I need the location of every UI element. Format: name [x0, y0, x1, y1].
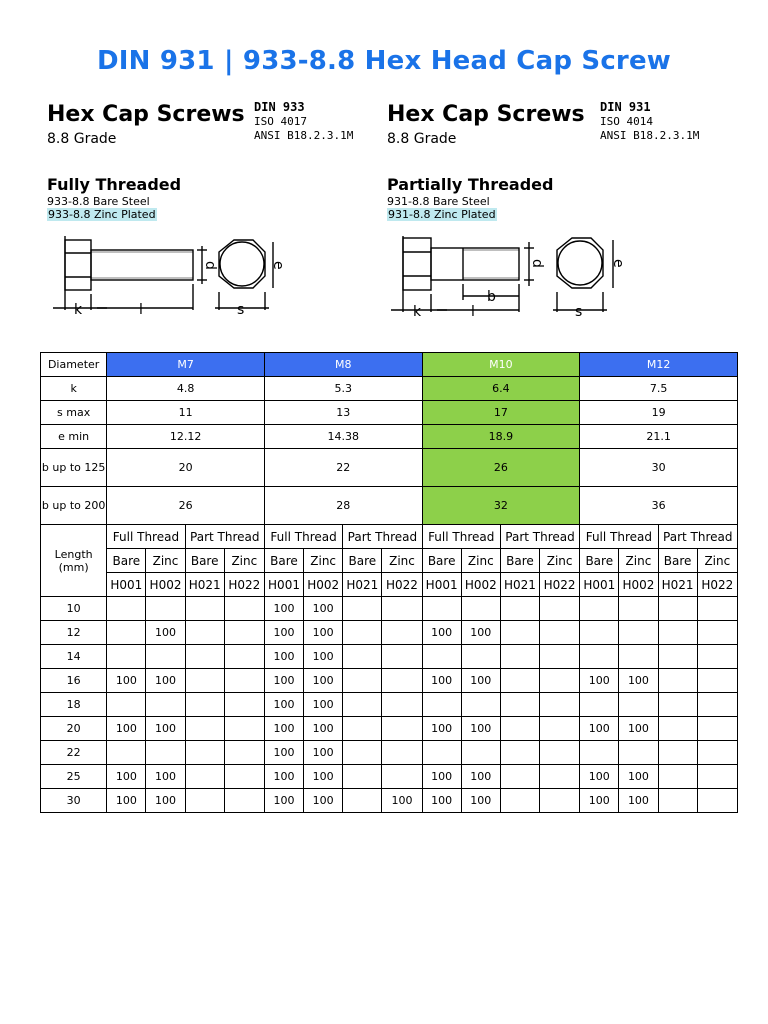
- pack-quantity: [343, 597, 382, 621]
- part-code: H001: [422, 573, 461, 597]
- finish-header: Bare: [107, 549, 146, 573]
- pack-quantity: [540, 717, 580, 741]
- pack-quantity: [185, 645, 224, 669]
- pack-quantity: [500, 765, 539, 789]
- dimension-value: 17: [422, 401, 580, 425]
- panel-grade: 8.8 Grade: [47, 131, 117, 147]
- pack-quantity: [382, 669, 422, 693]
- length-row: [41, 597, 738, 621]
- dimension-value: 22: [264, 449, 422, 487]
- dimension-label: b up to 200: [41, 487, 107, 525]
- standard-ansi: ANSI B18.2.3.1M: [254, 129, 354, 142]
- part-code: H001: [580, 573, 619, 597]
- length-value: 10: [41, 597, 107, 621]
- part-code: H022: [224, 573, 264, 597]
- pack-quantity: 100: [107, 789, 146, 813]
- pack-quantity: 100: [580, 717, 619, 741]
- dim-label-k: k: [413, 304, 422, 318]
- pack-quantity: [500, 645, 539, 669]
- length-row: [41, 621, 738, 645]
- pack-quantity: [697, 597, 737, 621]
- dimension-value: 20: [107, 449, 265, 487]
- pack-quantity: [500, 741, 539, 765]
- dimension-value: 32: [422, 487, 580, 525]
- pack-quantity: 100: [580, 789, 619, 813]
- finish-header: Zinc: [619, 549, 658, 573]
- pack-quantity: [343, 789, 382, 813]
- pack-quantity: [382, 597, 422, 621]
- pack-quantity: [500, 789, 539, 813]
- part-code: H002: [619, 573, 658, 597]
- dimension-row: [41, 425, 738, 449]
- pack-quantity: 100: [422, 669, 461, 693]
- pack-quantity: [224, 597, 264, 621]
- finish-header: Zinc: [304, 549, 343, 573]
- pack-quantity: 100: [146, 621, 185, 645]
- dim-label-d: d: [529, 259, 545, 268]
- dimension-row: [41, 377, 738, 401]
- pack-quantity: [658, 741, 697, 765]
- pack-quantity: [224, 789, 264, 813]
- standards-list: [254, 100, 353, 143]
- pack-quantity: 100: [264, 621, 303, 645]
- part-code: H021: [185, 573, 224, 597]
- pack-quantity: [461, 645, 500, 669]
- dimension-value: 11: [107, 401, 265, 425]
- standard-din: DIN 933: [254, 100, 305, 114]
- part-code: H022: [540, 573, 580, 597]
- pack-quantity: [107, 621, 146, 645]
- pack-quantity: [580, 597, 619, 621]
- thread-type-header: Full Thread: [580, 525, 658, 549]
- pack-quantity: 100: [264, 717, 303, 741]
- length-value: 16: [41, 669, 107, 693]
- panel-title: Hex Cap Screws: [47, 102, 245, 127]
- dimension-value: 12.12: [107, 425, 265, 449]
- finish-zinc: 931-8.8 Zinc Plated: [388, 208, 496, 221]
- pack-quantity: [185, 717, 224, 741]
- pack-quantity: [343, 669, 382, 693]
- dimension-value: 26: [107, 487, 265, 525]
- pack-quantity: [619, 693, 658, 717]
- dim-label-e: e: [610, 259, 626, 268]
- pack-quantity: [500, 669, 539, 693]
- length-value: 30: [41, 789, 107, 813]
- pack-quantity: [146, 741, 185, 765]
- dim-label-d: d: [202, 261, 218, 270]
- pack-quantity: 100: [461, 621, 500, 645]
- finish-header: Zinc: [146, 549, 185, 573]
- panel-title: Hex Cap Screws: [387, 102, 585, 127]
- finish-bare: 931-8.8 Bare Steel: [387, 195, 490, 208]
- pack-quantity: [658, 717, 697, 741]
- pack-quantity: [500, 717, 539, 741]
- pack-quantity: 100: [422, 765, 461, 789]
- length-row: [41, 693, 738, 717]
- length-label: Length (mm): [41, 525, 107, 597]
- pack-quantity: 100: [304, 621, 343, 645]
- pack-quantity: [343, 765, 382, 789]
- pack-quantity: [185, 621, 224, 645]
- dimension-label: b up to 125: [41, 449, 107, 487]
- length-value: 14: [41, 645, 107, 669]
- dimension-value: 6.4: [422, 377, 580, 401]
- dimension-value: 5.3: [264, 377, 422, 401]
- thread-type-header: Full Thread: [422, 525, 500, 549]
- pack-quantity: [343, 621, 382, 645]
- pack-quantity: [697, 789, 737, 813]
- pack-quantity: [540, 741, 580, 765]
- dim-label-s: s: [575, 304, 583, 318]
- thread-type-header: Part Thread: [500, 525, 579, 549]
- pack-quantity: [185, 741, 224, 765]
- pack-quantity: 100: [304, 717, 343, 741]
- length-row: [41, 645, 738, 669]
- pack-quantity: 100: [146, 789, 185, 813]
- panel-grade: 8.8 Grade: [387, 131, 457, 147]
- length-value: 25: [41, 765, 107, 789]
- pack-quantity: [658, 693, 697, 717]
- thread-type-row: [41, 525, 738, 549]
- finish-zinc: 933-8.8 Zinc Plated: [48, 208, 156, 221]
- pack-quantity: 100: [264, 765, 303, 789]
- pack-quantity: [658, 621, 697, 645]
- pack-quantity: [382, 765, 422, 789]
- pack-quantity: 100: [422, 717, 461, 741]
- pack-quantity: [658, 789, 697, 813]
- dimension-row: [41, 487, 738, 525]
- standards-list: [600, 100, 699, 143]
- pack-quantity: [580, 741, 619, 765]
- pack-quantity: [422, 597, 461, 621]
- pack-quantity: [343, 717, 382, 741]
- thread-type-header: Part Thread: [343, 525, 422, 549]
- pack-quantity: [500, 621, 539, 645]
- standard-iso: ISO 4017: [254, 115, 307, 128]
- pack-quantity: [540, 765, 580, 789]
- finish-header: Bare: [658, 549, 697, 573]
- pack-quantity: 100: [461, 669, 500, 693]
- pack-quantity: [619, 621, 658, 645]
- pack-quantity: 100: [580, 669, 619, 693]
- pack-quantity: [185, 597, 224, 621]
- pack-quantity: 100: [304, 669, 343, 693]
- dim-label-b: b: [487, 289, 496, 305]
- finish-header: Bare: [500, 549, 539, 573]
- pack-quantity: 100: [461, 717, 500, 741]
- dimension-row: [41, 401, 738, 425]
- diameter-header-row: [41, 353, 738, 377]
- size-header-m12: M12: [580, 353, 738, 377]
- pack-quantity: 100: [264, 645, 303, 669]
- length-value: 20: [41, 717, 107, 741]
- pack-quantity: [658, 669, 697, 693]
- dimension-value: 30: [580, 449, 738, 487]
- pack-quantity: 100: [461, 765, 500, 789]
- pack-quantity: [540, 669, 580, 693]
- dimension-value: 19: [580, 401, 738, 425]
- dimension-value: 28: [264, 487, 422, 525]
- pack-quantity: 100: [146, 669, 185, 693]
- pack-quantity: [146, 693, 185, 717]
- pack-quantity: [697, 741, 737, 765]
- pack-quantity: 100: [107, 669, 146, 693]
- size-header-m7: M7: [107, 353, 265, 377]
- part-code-row: [41, 573, 738, 597]
- pack-quantity: [224, 693, 264, 717]
- pack-quantity: [540, 789, 580, 813]
- pack-quantity: [224, 621, 264, 645]
- pack-quantity: 100: [107, 765, 146, 789]
- pack-quantity: [107, 597, 146, 621]
- dimension-value: 26: [422, 449, 580, 487]
- finish-header: Bare: [185, 549, 224, 573]
- part-code: H002: [461, 573, 500, 597]
- pack-quantity: 100: [619, 669, 658, 693]
- pack-quantity: 100: [304, 765, 343, 789]
- thread-type: Partially Threaded: [387, 175, 554, 194]
- pack-quantity: 100: [382, 789, 422, 813]
- pack-quantity: [185, 693, 224, 717]
- pack-quantity: [224, 717, 264, 741]
- pack-quantity: [461, 693, 500, 717]
- fully-threaded-bolt-drawing: [47, 228, 307, 318]
- pack-quantity: [382, 693, 422, 717]
- pack-quantity: [461, 741, 500, 765]
- pack-quantity: 100: [304, 597, 343, 621]
- pack-quantity: 100: [264, 693, 303, 717]
- dimension-value: 4.8: [107, 377, 265, 401]
- thread-type-header: Full Thread: [107, 525, 185, 549]
- dimension-value: 36: [580, 487, 738, 525]
- pack-quantity: [697, 717, 737, 741]
- pack-quantity: [540, 597, 580, 621]
- pack-quantity: 100: [304, 789, 343, 813]
- dimension-value: 14.38: [264, 425, 422, 449]
- pack-quantity: 100: [304, 693, 343, 717]
- pack-quantity: [185, 789, 224, 813]
- length-row: [41, 789, 738, 813]
- pack-quantity: [580, 693, 619, 717]
- pack-quantity: [107, 741, 146, 765]
- pack-quantity: 100: [264, 669, 303, 693]
- dimension-label: k: [41, 377, 107, 401]
- thread-type-header: Full Thread: [264, 525, 342, 549]
- pack-quantity: [343, 645, 382, 669]
- pack-quantity: [697, 765, 737, 789]
- length-row: [41, 765, 738, 789]
- part-code: H002: [304, 573, 343, 597]
- pack-quantity: [146, 597, 185, 621]
- cap-screw-spec-table: [40, 352, 738, 813]
- thread-type: Fully Threaded: [47, 175, 182, 194]
- pack-quantity: [343, 741, 382, 765]
- diameter-label: Diameter: [41, 353, 107, 377]
- dim-label-l: l: [471, 304, 475, 318]
- pack-quantity: [658, 765, 697, 789]
- pack-quantity: 100: [580, 765, 619, 789]
- pack-quantity: 100: [422, 789, 461, 813]
- length-row: [41, 741, 738, 765]
- pack-quantity: [619, 741, 658, 765]
- pack-quantity: [343, 693, 382, 717]
- length-value: 12: [41, 621, 107, 645]
- part-code: H022: [697, 573, 737, 597]
- pack-quantity: 100: [264, 789, 303, 813]
- pack-quantity: 100: [461, 789, 500, 813]
- pack-quantity: [658, 645, 697, 669]
- pack-quantity: [382, 621, 422, 645]
- part-code: H021: [658, 573, 697, 597]
- pack-quantity: 100: [146, 765, 185, 789]
- length-row: [41, 717, 738, 741]
- dimension-row: [41, 449, 738, 487]
- pack-quantity: 100: [619, 789, 658, 813]
- pack-quantity: [107, 693, 146, 717]
- pack-quantity: [422, 741, 461, 765]
- part-code: H021: [343, 573, 382, 597]
- pack-quantity: [619, 645, 658, 669]
- pack-quantity: 100: [619, 717, 658, 741]
- part-code: H021: [500, 573, 539, 597]
- pack-quantity: [500, 597, 539, 621]
- pack-quantity: [500, 693, 539, 717]
- finish-header: Zinc: [224, 549, 264, 573]
- length-value: 22: [41, 741, 107, 765]
- pack-quantity: [185, 765, 224, 789]
- standard-iso: ISO 4014: [600, 115, 653, 128]
- pack-quantity: [422, 645, 461, 669]
- dimension-value: 13: [264, 401, 422, 425]
- dimension-value: 18.9: [422, 425, 580, 449]
- thread-type-header: Part Thread: [185, 525, 264, 549]
- pack-quantity: [224, 669, 264, 693]
- pack-quantity: [382, 717, 422, 741]
- pack-quantity: [146, 645, 185, 669]
- pack-quantity: [540, 645, 580, 669]
- pack-quantity: [422, 693, 461, 717]
- pack-quantity: [580, 645, 619, 669]
- pack-quantity: [619, 597, 658, 621]
- pack-quantity: [540, 621, 580, 645]
- pack-quantity: [224, 741, 264, 765]
- pack-quantity: 100: [146, 717, 185, 741]
- dimension-label: s max: [41, 401, 107, 425]
- pack-quantity: [580, 621, 619, 645]
- finish-header: Zinc: [540, 549, 580, 573]
- finish-bare: 933-8.8 Bare Steel: [47, 195, 150, 208]
- pack-quantity: 100: [304, 645, 343, 669]
- size-header-m10: M10: [422, 353, 580, 377]
- dim-label-e: e: [270, 261, 286, 270]
- finish-header: Zinc: [461, 549, 500, 573]
- pack-quantity: 100: [619, 765, 658, 789]
- pack-quantity: [658, 597, 697, 621]
- pack-quantity: 100: [422, 621, 461, 645]
- finish-header: Bare: [264, 549, 303, 573]
- finish-header: Zinc: [382, 549, 422, 573]
- pack-quantity: 100: [264, 597, 303, 621]
- pack-quantity: [540, 693, 580, 717]
- finish-header: Zinc: [697, 549, 737, 573]
- dimension-label: e min: [41, 425, 107, 449]
- dim-label-l: l: [139, 302, 143, 318]
- part-code: H022: [382, 573, 422, 597]
- part-code: H001: [264, 573, 303, 597]
- pack-quantity: 100: [264, 741, 303, 765]
- finish-header: Bare: [343, 549, 382, 573]
- thread-type-header: Part Thread: [658, 525, 737, 549]
- partially-threaded-bolt-drawing: [387, 228, 647, 318]
- dimension-value: 7.5: [580, 377, 738, 401]
- finish-row: [41, 549, 738, 573]
- length-value: 18: [41, 693, 107, 717]
- dim-label-k: k: [74, 302, 83, 318]
- pack-quantity: [382, 741, 422, 765]
- finish-header: Bare: [580, 549, 619, 573]
- pack-quantity: [697, 645, 737, 669]
- finish-header: Bare: [422, 549, 461, 573]
- dimension-value: 21.1: [580, 425, 738, 449]
- pack-quantity: [382, 645, 422, 669]
- pack-quantity: [697, 669, 737, 693]
- pack-quantity: 100: [107, 717, 146, 741]
- size-header-m8: M8: [264, 353, 422, 377]
- pack-quantity: [461, 597, 500, 621]
- pack-quantity: [224, 765, 264, 789]
- pack-quantity: [697, 693, 737, 717]
- part-code: H002: [146, 573, 185, 597]
- pack-quantity: [224, 645, 264, 669]
- length-row: [41, 669, 738, 693]
- standard-din: DIN 931: [600, 100, 651, 114]
- part-code: H001: [107, 573, 146, 597]
- dim-label-s: s: [237, 302, 245, 318]
- pack-quantity: [185, 669, 224, 693]
- pack-quantity: 100: [304, 741, 343, 765]
- page-title: DIN 931 | 933-8.8 Hex Head Cap Screw: [96, 46, 672, 76]
- standard-ansi: ANSI B18.2.3.1M: [600, 129, 700, 142]
- pack-quantity: [697, 621, 737, 645]
- pack-quantity: [107, 645, 146, 669]
